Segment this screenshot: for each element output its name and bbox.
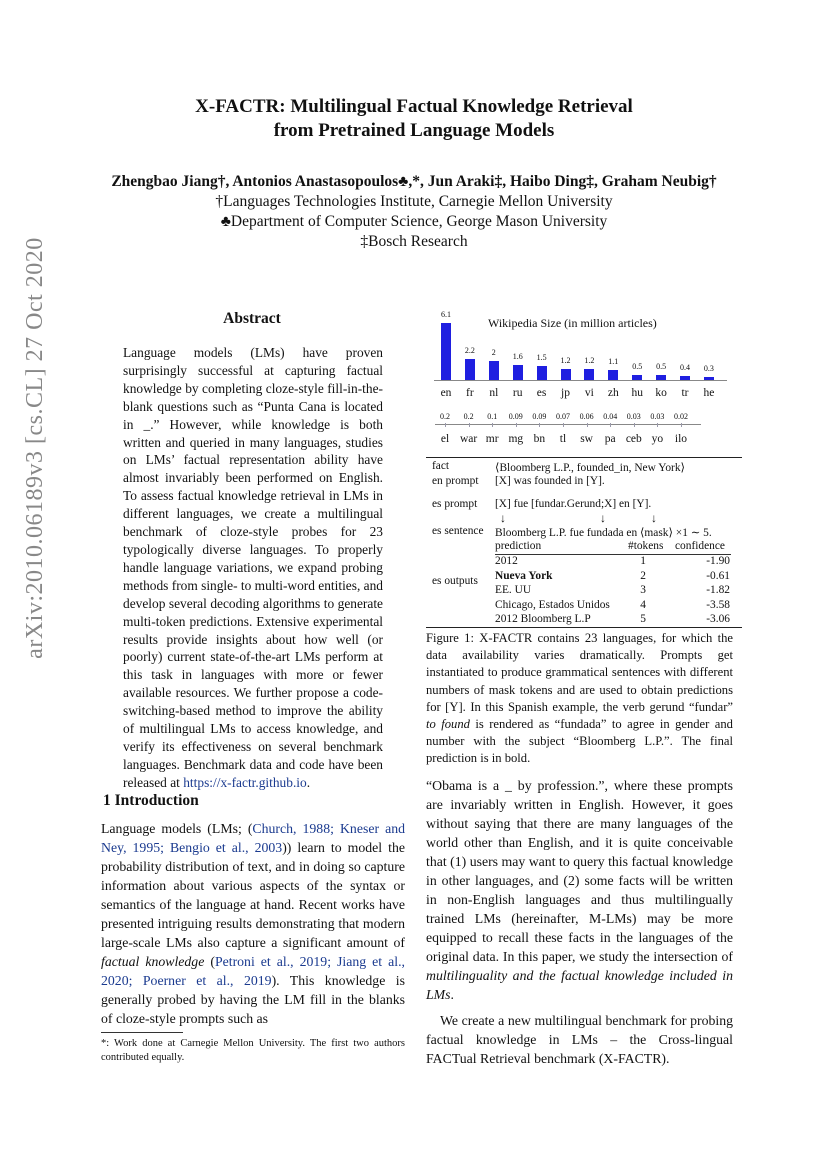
bar-zh [608, 370, 618, 380]
output-prediction: 2012 Bloomberg L.P [495, 613, 591, 625]
bar-value-label: 0.09 [532, 412, 547, 421]
example-table [432, 460, 732, 640]
category-label: tl [559, 433, 567, 445]
category-label: ko [655, 387, 667, 399]
right-paragraph-1 [426, 776, 733, 1004]
abstract-body: Language models (LMs) have proven surprisingly successful at capturing factual knowledge by completing cloze-style fill-in-the-blank questions such as “Punta Cana is located in _.” However, while knowledge is both written and queried in many languages, studies on LMs’ factual representation ability have almost invariably been performed on English. To assess factual knowledge retrieval in LMs in different languages, we create a multilingual benchmark of cloze-style probes for 23 typologically diverse languages. To properly handle language variations, we expand probing methods from single- to multi-word entities, and develop several decoding algorithms to generate multi-token predictions. Extensive experimental results provide insights about how well (or poorly) current state-of-the-art LMs perform at this task in languages with more or fewer available resources. We further propose a code-switching-based method to improve the ability of multilingual LMs to access knowledge, and verify its effectiveness on several benchmark languages. Benchmark data and code have been released at https://x-factr.github.io. [123, 345, 383, 790]
title-line-2: from Pretrained Language Models [273, 120, 555, 141]
abstract-link[interactable]: https://x-factr.github.io [183, 774, 307, 790]
bar-value-label: 0.09 [508, 412, 523, 421]
body-text: “Obama is a _ by profession.”, where these prompts are invariably written in English. However, it goes without saying that there are many languages of the world other than English, and it is quite conceivable that (1) users may want to query this factual knowledge in other languages, and (2) some facts will be written in non-English languages and thus multilingually trained LMs (hereinafter, M-LMs) may be more equipped to recall these facts in the languages of the original data. In this paper, we study the intersection of [426, 778, 733, 964]
bar-value-label: 0.07 [556, 412, 570, 421]
bar-value-label: 1.2 [584, 355, 595, 365]
bar-es [537, 366, 547, 380]
bar-he [704, 377, 714, 380]
bar-value-label: 2.2 [464, 346, 475, 356]
output-confidence: -3.58 [706, 598, 730, 611]
en-prompt-label: en prompt [432, 475, 479, 487]
figure-caption [426, 630, 733, 768]
es-sentence-value: Bloomberg L.P. fue fundada en ⟨mask⟩ ×1 ∼ 5. [495, 527, 712, 539]
category-label: yo [651, 433, 664, 445]
bar-mr [492, 423, 493, 427]
header-prediction: prediction [495, 540, 542, 552]
output-confidence: -0.61 [706, 569, 730, 582]
affiliation-gmu: ♣Department of Computer Science, George Mason University [220, 213, 608, 230]
category-label: tr [681, 387, 689, 399]
wikipedia-size-chart [0, 0, 828, 460]
emphasis-text: multilinguality and the factual knowledge included in LMs [426, 968, 733, 1002]
category-label: fr [466, 387, 474, 399]
es-outputs-label: es outputs [432, 575, 478, 587]
bar-sw [587, 423, 588, 427]
bar-el [445, 423, 446, 427]
bar-value-label: 2 [491, 348, 496, 358]
output-confidence: -3.06 [706, 613, 730, 625]
category-label: es [536, 387, 547, 399]
bar-fr [465, 359, 475, 380]
table-top-rule [426, 457, 742, 458]
output-tokens: 5 [640, 613, 646, 625]
bar-pa [610, 423, 611, 427]
bar-hu [632, 375, 642, 380]
chart-baseline-2 [435, 424, 701, 425]
bar-value-label: 0.02 [674, 412, 688, 421]
footnote-rule [101, 1032, 183, 1033]
affiliation-cmu: †Languages Technologies Institute, Carnegie Mellon University [215, 193, 613, 210]
abstract-heading: Abstract [223, 310, 281, 327]
bar-value-label: 0.4 [680, 363, 690, 373]
category-label: mr [485, 433, 499, 445]
bar-jp [561, 369, 571, 380]
bar-value-label: 0.03 [650, 412, 665, 421]
intro-text: ). This knowledge is generally probed by having the LM fill in the blanks of cloze-style prompts such as [101, 973, 405, 1026]
category-label: en [440, 387, 452, 399]
output-prediction: Nueva York [495, 569, 553, 582]
bar-value-label: 1.5 [536, 352, 547, 362]
caption-emphasis: to found [426, 717, 470, 732]
bar-vi [584, 369, 594, 380]
header-tokens: #tokens [628, 540, 664, 552]
bar-value-label: 1.6 [512, 352, 523, 362]
bar-nl [489, 361, 499, 380]
category-label: vi [584, 387, 594, 399]
emphasis-text: factual knowledge [101, 954, 205, 969]
category-label: ceb [625, 433, 642, 445]
bar-ilo [681, 423, 682, 427]
bar-value-label: 0.1 [487, 412, 498, 421]
header-confidence: confidence [675, 540, 725, 552]
author-list: Zhengbao Jiang†, Antonios Anastasopoulos♣,*, Jun Araki‡, Haibo Ding‡, Graham Neubig† [111, 173, 717, 190]
es-sentence-label: es sentence [432, 525, 484, 537]
category-label: bn [533, 433, 546, 445]
bar-war [469, 423, 470, 427]
output-tokens: 3 [640, 584, 646, 596]
intro-paragraph [101, 819, 405, 1028]
arxiv-id: arXiv:2010.06189v3 [cs.CL] 27 Oct 2020 [22, 237, 48, 659]
category-label: nl [489, 387, 499, 399]
bar-ko [656, 375, 666, 380]
bar-ru [513, 365, 523, 380]
category-label: zh [607, 387, 619, 399]
down-arrow-icon: ↓ [600, 511, 606, 525]
category-label: jp [561, 387, 570, 399]
bar-value-label: 0.2 [463, 412, 474, 421]
abstract-text: Language models (LMs) have proven surprisingly successful at capturing factual knowledge by completing cloze-style fill-in-the-blank questions such as “Punta Cana is located in _.” However, while knowledge is both written and queried in many languages, studies on LMs’ factual representation ability have almost invariably been performed on English. To assess factual knowledge retrieval in LMs in different languages, we create a multilingual benchmark of cloze-style probes for 23 typologically diverse languages. To properly handle language variations, we expand probing methods from single- to multi-word entities, and develop several decoding algorithms to generate multi-token predictions. Extensive experimental results provide insights about how well (or poorly) current state-of-the-art LMs perform at this task in languages with more or fewer available resources. We further propose a code-switching-based method to improve the ability of multilingual LMs to access knowledge, and verify its effectiveness on several benchmark languages. Benchmark data and code have been released at [123, 345, 383, 790]
output-prediction: 2012 [495, 555, 518, 567]
down-arrow-icon: ↓ [500, 511, 506, 525]
category-label: hu [631, 387, 643, 399]
output-confidence: -1.90 [706, 555, 730, 567]
bar-value-label: 0.06 [579, 412, 594, 421]
category-label: ilo [674, 433, 688, 445]
category-label: mg [508, 433, 524, 445]
output-tokens: 1 [640, 555, 646, 567]
section-heading-introduction: 1 Introduction [103, 792, 199, 809]
bar-bn [539, 423, 540, 427]
en-prompt-value: [X] was founded in [Y]. [495, 475, 605, 487]
body-text: . [450, 987, 454, 1002]
output-prediction: EE. UU [495, 584, 532, 596]
bar-value-label: 0.03 [626, 412, 641, 421]
chart-title: Wikipedia Size (in million articles) [488, 316, 657, 330]
intro-text: ( [204, 954, 215, 969]
bar-mg [516, 423, 517, 427]
bar-ceb [634, 423, 635, 427]
output-confidence: -1.82 [706, 584, 730, 596]
intro-text: Language models (LMs; ( [101, 821, 253, 836]
category-label: pa [604, 433, 616, 445]
output-tokens: 4 [640, 598, 646, 611]
es-prompt-label: es prompt [432, 498, 478, 510]
citation-link[interactable]: Church, 1988; Kneser and Ney, 1995; Bengio et al., 2003 [101, 821, 405, 855]
intro-text: )) learn to model the probability distribution of text, and in doing so capture information about various aspects of the syntax or semantics of the language at hand. Recent works have presented intriguing results demonstrating that modern large-scale LMs also capture a significant amount of [101, 840, 405, 950]
bar-value-label: 1.2 [560, 355, 571, 365]
citation-link[interactable]: Petroni et al., 2019; Jiang et al., 2020; Poerner et al., 2019 [101, 954, 405, 988]
bar-value-label: 0.5 [632, 362, 643, 372]
caption-text: Figure 1: X-FACTR contains 23 languages, for which the data availability varies dramatically. Prompts get instantiated to produce grammatical sentences with different numbers of mask tokens and are used to obtain predictions for [Y]. In this Spanish example, the verb gerund “fundar” to found is rendered as “fundada” to agree in gender and number with the subject “Bloomberg L.P.”. The final prediction is in bold. [426, 631, 733, 766]
right-paragraph-2: We create a new multilingual benchmark for probing factual knowledge in LMs – the Cross-lingual FACTual Retrieval benchmark (X-FACTR). [426, 1013, 733, 1066]
chart-baseline [434, 380, 727, 381]
bar-value-label: 1.1 [608, 356, 619, 366]
bar-tr [680, 376, 690, 380]
bar-value-label: 6.1 [441, 310, 451, 319]
bar-value-label: 0.3 [703, 364, 714, 374]
title-line-1: X-FACTR: Multilingual Factual Knowledge Retrieval [195, 96, 633, 117]
footnote: *: Work done at Carnegie Mellon University. The first two authors contributed equally. [101, 1038, 405, 1063]
fact-label: fact [432, 460, 450, 472]
output-prediction: Chicago, Estados Unidos [495, 598, 610, 611]
bar-tl [563, 423, 564, 427]
table-bottom-rule [426, 627, 742, 628]
bar-value-label: 0.2 [440, 412, 450, 421]
category-label: he [703, 387, 715, 399]
category-label: war [459, 433, 478, 445]
bar-value-label: 0.5 [656, 362, 667, 372]
bar-yo [657, 423, 658, 427]
category-label: el [440, 433, 450, 445]
category-label: sw [580, 433, 593, 445]
output-tokens: 2 [640, 569, 646, 582]
category-label: ru [512, 387, 523, 399]
bar-en [441, 323, 451, 380]
fact-value: ⟨Bloomberg L.P., founded_in, New York⟩ [495, 462, 685, 474]
bar-value-label: 0.04 [603, 412, 618, 421]
es-prompt-value: [X] fue [fundar.Gerund;X] en [Y]. [495, 498, 652, 510]
down-arrow-icon: ↓ [651, 511, 657, 525]
affiliation-bosch: ‡Bosch Research [360, 233, 468, 250]
